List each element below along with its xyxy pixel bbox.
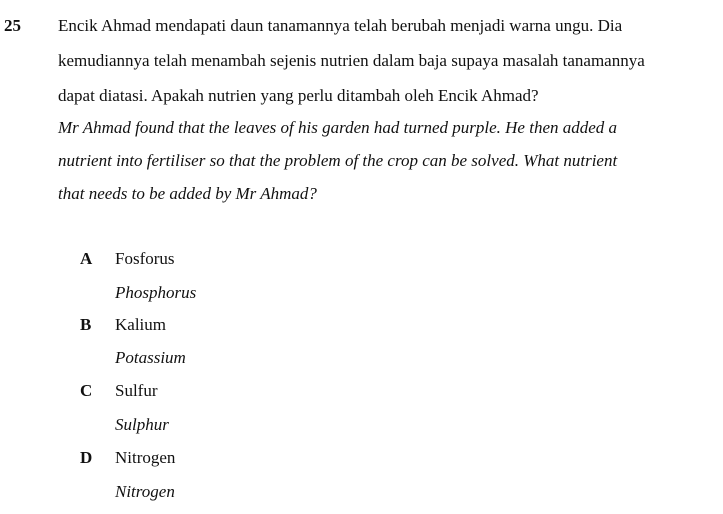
- english-line: nutrient into fertiliser so that the problem of the crop can be solved. What nutrient: [58, 151, 618, 170]
- option-text-malay: Fosforus: [115, 249, 175, 268]
- english-line: Mr Ahmad found that the leaves of his garden had turned purple. He then added a: [58, 118, 618, 137]
- option-text-malay: Nitrogen: [115, 448, 176, 467]
- malay-line: dapat diatasi. Apakah nutrien yang perlu ditambah oleh Encik Ahmad?: [58, 86, 539, 105]
- option-letter: B: [80, 315, 92, 334]
- option-letter: C: [80, 381, 93, 400]
- option-text-english: Nitrogen: [115, 482, 175, 501]
- option-text-english: Sulphur: [115, 415, 169, 434]
- english-line: that needs to be added by Mr Ahmad?: [58, 184, 317, 203]
- option-text-english: Phosphorus: [115, 283, 197, 302]
- option-letter: A: [80, 249, 93, 268]
- option-text-malay: Kalium: [115, 315, 166, 334]
- question-number: 25: [4, 16, 21, 35]
- malay-line: Encik Ahmad mendapati daun tanamannya telah berubah menjadi warna ungu. Dia: [58, 16, 623, 35]
- malay-line: kemudiannya telah menambah sejenis nutrien dalam baja supaya masalah tanamannya: [58, 51, 645, 70]
- option-letter: D: [80, 448, 93, 467]
- option-text-malay: Sulfur: [115, 381, 158, 400]
- option-text-english: Potassium: [115, 348, 186, 367]
